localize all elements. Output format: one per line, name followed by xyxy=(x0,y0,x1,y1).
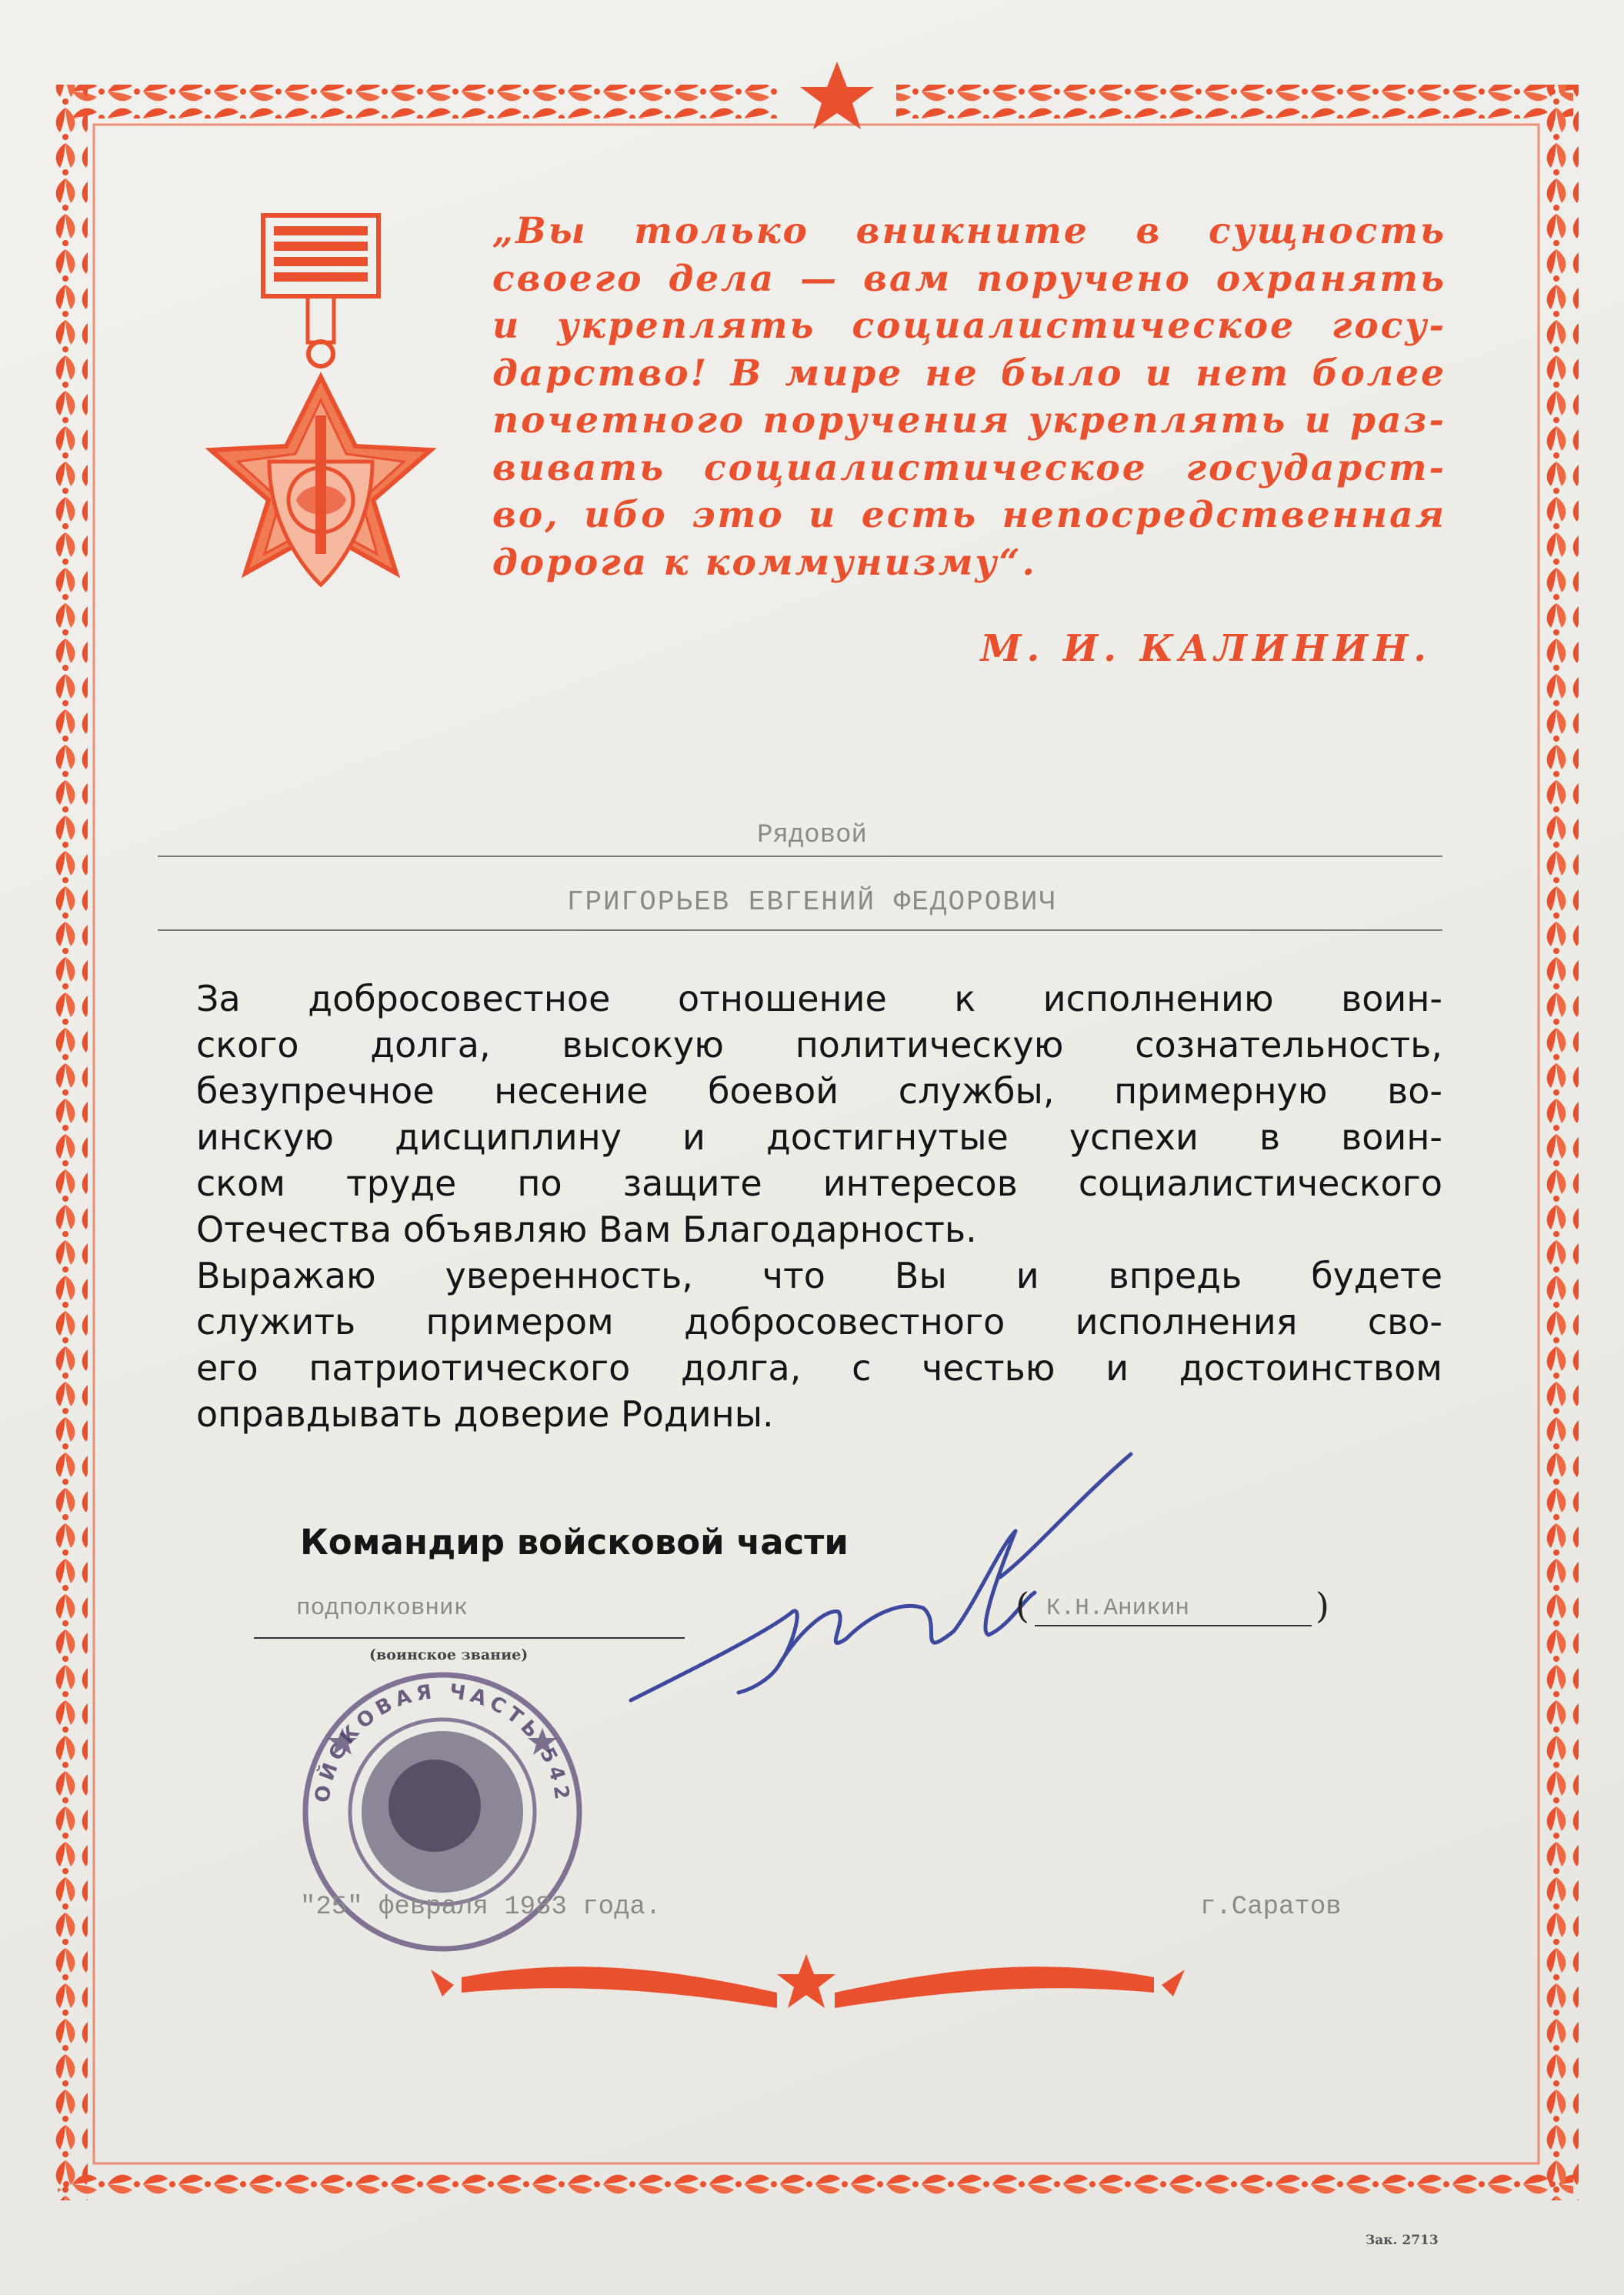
top-star-icon xyxy=(800,62,874,129)
order-number: Зак. 2713 xyxy=(1366,2233,1439,2248)
body-line: оправдывать доверие Родины. xyxy=(196,1393,774,1435)
kalinin-quote xyxy=(492,208,1446,586)
body-line: За добросовестное отношение к исполнению воин- xyxy=(196,978,1442,1019)
body-line: Выражаю уверенность, что Вы и впредь будете xyxy=(196,1255,1442,1296)
body-line: ском труде по защите интересов социалистического xyxy=(196,1163,1442,1204)
signature-icon xyxy=(631,1454,1131,1700)
rank-underline xyxy=(158,856,1442,857)
recipient-rank: Рядовой xyxy=(757,821,867,850)
commander-title: Командир войсковой части xyxy=(300,1522,849,1563)
commendation-text xyxy=(196,976,1442,1437)
issue-city: г.Саратов xyxy=(1200,1893,1342,1922)
quote-line: во, ибо это и есть непосредственная xyxy=(492,494,1446,536)
quote-line: и укреплять социалистическое госу- xyxy=(492,305,1446,347)
frame-right xyxy=(1545,85,1579,2200)
frame-bottom xyxy=(58,2168,1573,2199)
commander-name: К.Н.Аникин xyxy=(1046,1595,1190,1622)
body-line: его патриотического долга, с честью и достоинством xyxy=(196,1347,1442,1389)
frame-top-left xyxy=(69,85,777,118)
paren-open: ( xyxy=(1015,1585,1029,1626)
name-underline xyxy=(158,929,1442,931)
frame-top-right xyxy=(896,85,1573,118)
quote-line: дорога к коммунизму“. xyxy=(492,541,1037,584)
body-line: инскую дисциплину и достигнутые успехи в воин- xyxy=(196,1116,1442,1158)
issue-date: "25" февраля 1983 года. xyxy=(300,1893,662,1922)
body-line: служить примером добросовестного исполнения сво- xyxy=(196,1301,1442,1343)
quote-line: почетного поручения укреплять и раз- xyxy=(492,399,1446,442)
medal-icon xyxy=(211,215,431,585)
quote-line: „Вы только вникните в сущность xyxy=(492,210,1446,252)
quote-line: вивать социалистическое государст- xyxy=(492,446,1446,489)
rank-caption: (воинское звание) xyxy=(369,1646,529,1663)
quote-line: дарство! В мире не было и нет более xyxy=(492,352,1446,395)
quote-line: своего дела — вам поручено охранять xyxy=(492,257,1446,300)
bottom-wreath-icon xyxy=(431,1954,1185,2008)
rank-line xyxy=(254,1637,685,1639)
name-line xyxy=(1035,1625,1312,1626)
body-line: Отечества объявляю Вам Благодарность. xyxy=(196,1209,977,1250)
body-line: безупречное несение боевой службы, примерную во- xyxy=(196,1070,1442,1112)
stamp-text: ОЙСКОВАЯ ЧАСТЬ 542 xyxy=(311,1680,574,1806)
commander-rank: подполковник xyxy=(296,1595,469,1622)
quote-author: М. И. КАЛИНИН. xyxy=(980,627,1432,670)
frame-left xyxy=(54,85,88,2200)
paren-close: ) xyxy=(1316,1585,1329,1626)
recipient-name: ГРИГОРЬЕВ ЕВГЕНИЙ ФЕДОРОВИЧ xyxy=(566,886,1058,918)
body-line: ского долга, высокую политическую сознательность, xyxy=(196,1024,1442,1066)
